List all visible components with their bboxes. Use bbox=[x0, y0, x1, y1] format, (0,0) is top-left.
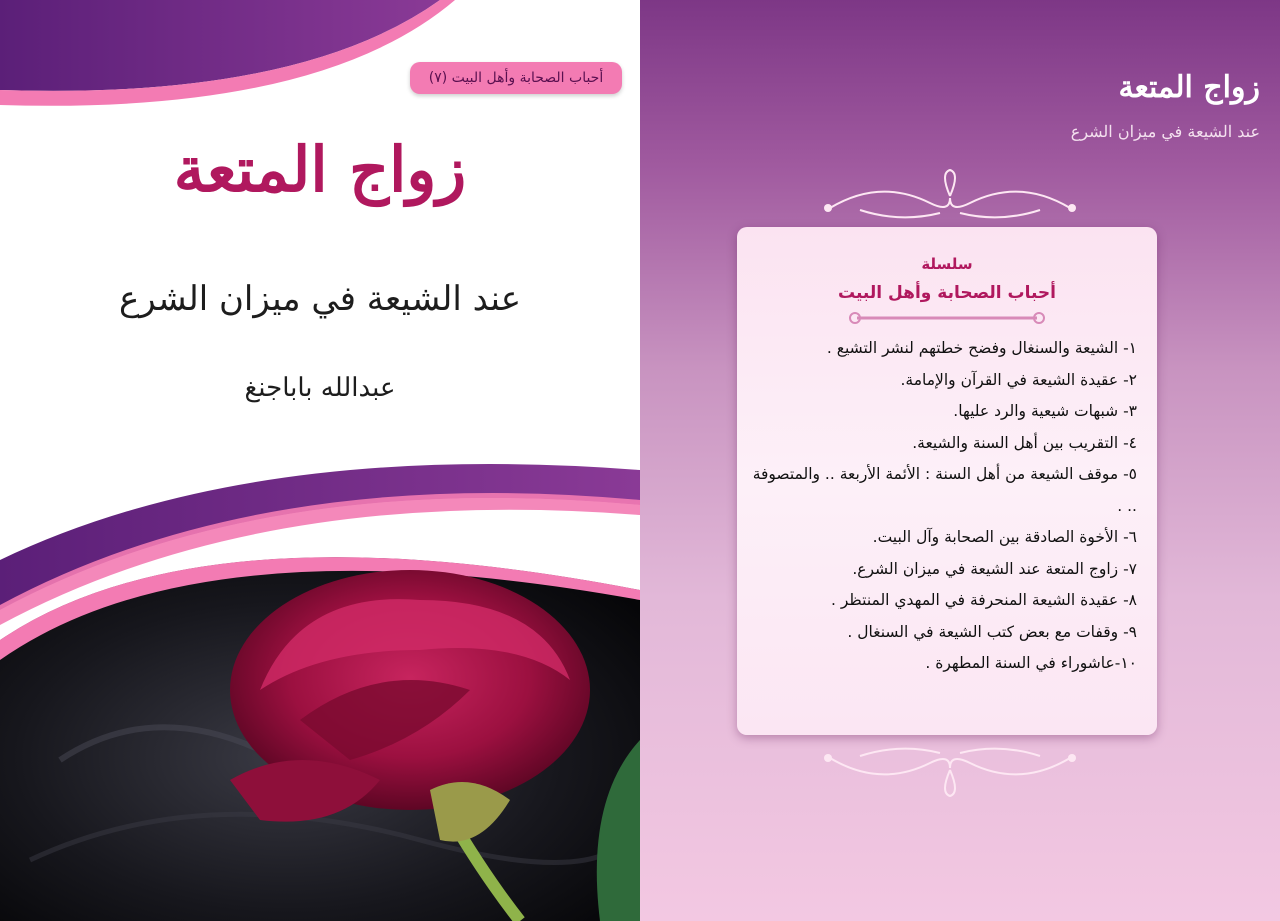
list-item: ٦- الأخوة الصادقة بين الصحابة وآل البيت. bbox=[872, 528, 1137, 546]
list-item: ٢- عقيدة الشيعة في القرآن والإمامة. bbox=[900, 370, 1137, 389]
series-label: سلسلة bbox=[921, 255, 973, 273]
divider-ornament-icon bbox=[847, 311, 1047, 325]
series-list-card bbox=[737, 227, 1157, 735]
list-item: ١- الشيعة والسنغال وفضح خطتهم لنشر التشيع . bbox=[826, 339, 1137, 357]
floral-ornament-icon bbox=[820, 738, 1080, 798]
book-author: عبدالله باباجنغ bbox=[244, 373, 396, 403]
book-list bbox=[747, 333, 1137, 680]
back-cover bbox=[640, 0, 1280, 921]
list-item: ٩- وقفات مع بعض كتب الشيعة في السنغال . bbox=[847, 622, 1137, 641]
list-item: ٧- زاوج المتعة عند الشيعة في ميزان الشرع. bbox=[852, 559, 1137, 578]
list-item: ٥- موقف الشيعة من أهل السنة : الأئمة الأربعة .. والمتصوفة .. . bbox=[752, 465, 1137, 515]
series-name: أحباب الصحابة وأهل البيت bbox=[838, 283, 1056, 303]
series-tag: أحباب الصحابة وأهل البيت (٧) bbox=[410, 62, 622, 94]
list-item: ٣- شبهات شيعية والرد عليها. bbox=[953, 402, 1137, 420]
back-cover-subtitle: عند الشيعة في ميزان الشرع bbox=[1070, 122, 1260, 141]
list-item: ١٠-عاشوراء في السنة المطهرة . bbox=[925, 654, 1137, 672]
back-cover-title: زواج المتعة bbox=[1118, 70, 1260, 105]
list-item: ٤- التقريب بين أهل السنة والشيعة. bbox=[912, 433, 1137, 452]
book-subtitle: عند الشيعة في ميزان الشرع bbox=[118, 279, 522, 319]
book-title: زواج المتعة bbox=[173, 133, 467, 206]
list-item: ٨- عقيدة الشيعة المنحرفة في المهدي المنتظر . bbox=[831, 591, 1137, 609]
floral-ornament-icon bbox=[820, 168, 1080, 228]
